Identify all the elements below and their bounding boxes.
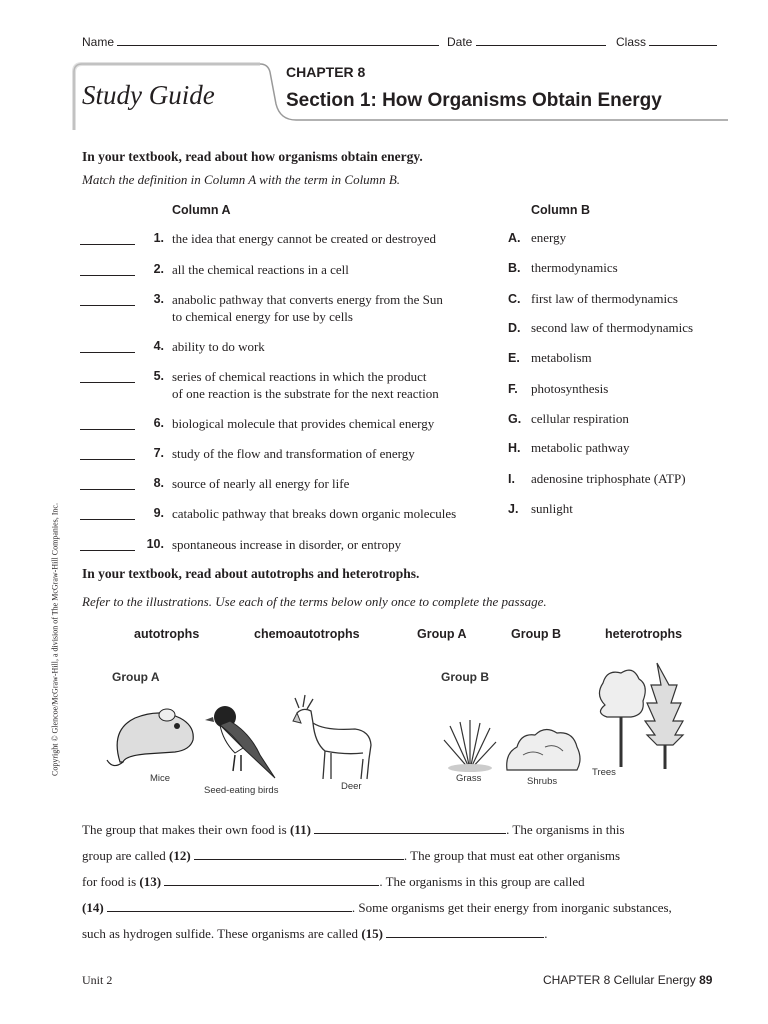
date-blank[interactable] bbox=[476, 33, 606, 46]
footer-chapter bbox=[543, 973, 712, 987]
chapter-label: CHAPTER 8 bbox=[286, 64, 366, 80]
term-text: first law of thermodynamics bbox=[531, 291, 678, 306]
word-bank-term: heterotrophs bbox=[605, 627, 683, 641]
word-bank-term: Group A bbox=[417, 627, 467, 641]
definition-text-cont: of one reaction is the substrate for the next reaction bbox=[172, 386, 439, 401]
bird-illustration bbox=[205, 703, 285, 783]
term-text: metabolic pathway bbox=[531, 440, 630, 455]
name-field[interactable] bbox=[82, 33, 439, 49]
part1-subinstruction: Match the definition in Column A with the term in Column B. bbox=[82, 172, 401, 187]
column-a-header: Column A bbox=[172, 203, 231, 217]
item-number: 10. bbox=[146, 537, 164, 551]
word-bank-term: chemoautotrophs bbox=[254, 627, 360, 641]
definition-text: catabolic pathway that breaks down organic molecules bbox=[172, 506, 457, 521]
answer-blank-11[interactable] bbox=[314, 822, 506, 834]
answer-blank-10[interactable] bbox=[80, 538, 135, 551]
study-guide-title: Study Guide bbox=[82, 80, 215, 110]
part2-instruction: In your textbook, read about autotrophs and heterotrophs. bbox=[82, 566, 420, 581]
term-letter: J. bbox=[508, 502, 519, 516]
passage-line-2 bbox=[82, 848, 620, 864]
answer-blank-5[interactable] bbox=[80, 370, 135, 383]
term-letter: I. bbox=[508, 472, 515, 486]
item-number: 1. bbox=[153, 231, 164, 245]
definition-text: source of nearly all energy for life bbox=[172, 476, 350, 491]
blank-number-13: (13) bbox=[139, 874, 162, 889]
footer-unit: Unit 2 bbox=[82, 973, 113, 987]
term-text: thermodynamics bbox=[531, 260, 618, 275]
caption-mice: Mice bbox=[150, 773, 171, 784]
passage-text: . The organisms in this group are called bbox=[379, 874, 585, 889]
passage-text: The group that makes their own food is bbox=[82, 822, 287, 837]
definition-text: the idea that energy cannot be created or destroyed bbox=[172, 231, 436, 246]
grass-illustration bbox=[440, 718, 500, 773]
footer-chapter-text: CHAPTER 8 Cellular Energy bbox=[543, 973, 696, 987]
definition-text: study of the flow and transformation of energy bbox=[172, 446, 415, 461]
caption-grass: Grass bbox=[456, 773, 482, 784]
definition-text: biological molecule that provides chemical energy bbox=[172, 416, 435, 431]
answer-blank-6[interactable] bbox=[80, 417, 135, 430]
passage-line-4 bbox=[82, 900, 672, 916]
trees-illustration bbox=[585, 655, 695, 775]
term-letter: H. bbox=[508, 441, 521, 455]
term-text: sunlight bbox=[531, 501, 573, 516]
answer-blank-14[interactable] bbox=[107, 900, 352, 912]
item-number: 4. bbox=[153, 339, 164, 353]
term-text: energy bbox=[531, 230, 567, 245]
item-number: 2. bbox=[153, 262, 164, 276]
group-b-label: Group B bbox=[441, 670, 489, 684]
passage-text: . bbox=[544, 926, 548, 941]
blank-number-12: (12) bbox=[168, 848, 191, 863]
term-letter: G. bbox=[508, 412, 522, 426]
item-number: 5. bbox=[153, 369, 164, 383]
answer-blank-4[interactable] bbox=[80, 340, 135, 353]
definition-text-cont: to chemical energy for use by cells bbox=[172, 309, 353, 324]
caption-birds: Seed-eating birds bbox=[204, 785, 279, 796]
term-text: adenosine triphosphate (ATP) bbox=[531, 471, 686, 486]
blank-number-15: (15) bbox=[361, 926, 383, 941]
deer-illustration bbox=[285, 693, 380, 783]
item-number: 9. bbox=[153, 506, 164, 520]
term-letter: C. bbox=[508, 292, 521, 306]
blank-number-11: (11) bbox=[289, 822, 311, 837]
name-blank[interactable] bbox=[117, 33, 439, 46]
answer-blank-2[interactable] bbox=[80, 263, 135, 276]
term-letter: D. bbox=[508, 321, 521, 335]
passage-line-1 bbox=[82, 822, 625, 838]
item-number: 3. bbox=[153, 292, 164, 306]
mouse-illustration bbox=[105, 690, 205, 775]
class-label: Class bbox=[616, 35, 647, 49]
answer-blank-1[interactable] bbox=[80, 232, 135, 245]
term-text: metabolism bbox=[531, 350, 592, 365]
shrubs-illustration bbox=[503, 725, 583, 775]
class-blank[interactable] bbox=[649, 33, 717, 46]
item-number: 6. bbox=[153, 416, 164, 430]
term-letter: E. bbox=[508, 351, 520, 365]
group-a-label: Group A bbox=[112, 670, 160, 684]
answer-blank-12[interactable] bbox=[194, 848, 404, 860]
passage-text: . The group that must eat other organisms bbox=[403, 848, 621, 863]
item-number: 7. bbox=[153, 446, 164, 460]
part2-subinstruction: Refer to the illustrations. Use each of the terms below only once to complete the passage. bbox=[82, 594, 547, 609]
passage-text: . Some organisms get their energy from inorganic substances, bbox=[351, 900, 672, 915]
caption-shrubs: Shrubs bbox=[527, 776, 558, 787]
definition-text: all the chemical reactions in a cell bbox=[172, 262, 349, 277]
definition-text: series of chemical reactions in which the product bbox=[172, 369, 427, 384]
class-field[interactable] bbox=[616, 33, 717, 49]
column-b-header: Column B bbox=[531, 203, 591, 217]
term-letter: F. bbox=[508, 382, 518, 396]
word-bank-term: autotrophs bbox=[134, 627, 200, 641]
definition-text: anabolic pathway that converts energy from the Sun bbox=[172, 292, 443, 307]
word-bank-term: Group B bbox=[511, 627, 561, 641]
blank-number-14: (14) bbox=[82, 900, 104, 915]
answer-blank-13[interactable] bbox=[164, 874, 379, 886]
passage-text: . The organisms in this bbox=[506, 822, 625, 837]
term-letter: A. bbox=[508, 231, 521, 245]
name-label: Name bbox=[82, 35, 115, 49]
part1-instruction: In your textbook, read about how organisms obtain energy. bbox=[82, 149, 423, 164]
caption-deer: Deer bbox=[341, 781, 362, 792]
answer-blank-3[interactable] bbox=[80, 293, 135, 306]
term-text: cellular respiration bbox=[531, 411, 629, 426]
caption-trees: Trees bbox=[592, 767, 616, 778]
page-number: 89 bbox=[699, 973, 713, 987]
passage-line-5 bbox=[82, 926, 547, 942]
date-field[interactable] bbox=[447, 33, 606, 49]
definition-text: ability to do work bbox=[172, 339, 265, 354]
answer-blank-8[interactable] bbox=[80, 477, 135, 490]
section-title: Section 1: How Organisms Obtain Energy bbox=[286, 90, 662, 111]
copyright-notice: Copyright © Glencoe/McGraw-Hill, a division of The McGraw-Hill Companies, Inc. bbox=[50, 503, 60, 776]
term-letter: B. bbox=[508, 261, 521, 275]
term-text: photosynthesis bbox=[531, 381, 609, 396]
passage-text: group are called bbox=[82, 848, 166, 863]
passage-text: such as hydrogen sulfide. These organisms are called bbox=[82, 926, 359, 941]
answer-blank-9[interactable] bbox=[80, 507, 135, 520]
answer-blank-15[interactable] bbox=[386, 926, 544, 938]
date-label: Date bbox=[447, 35, 473, 49]
item-number: 8. bbox=[153, 476, 164, 490]
definition-text: spontaneous increase in disorder, or entropy bbox=[172, 537, 402, 552]
passage-line-3 bbox=[82, 874, 585, 890]
passage-text: for food is bbox=[82, 874, 137, 889]
answer-blank-7[interactable] bbox=[80, 447, 135, 460]
term-text: second law of thermodynamics bbox=[531, 320, 694, 335]
